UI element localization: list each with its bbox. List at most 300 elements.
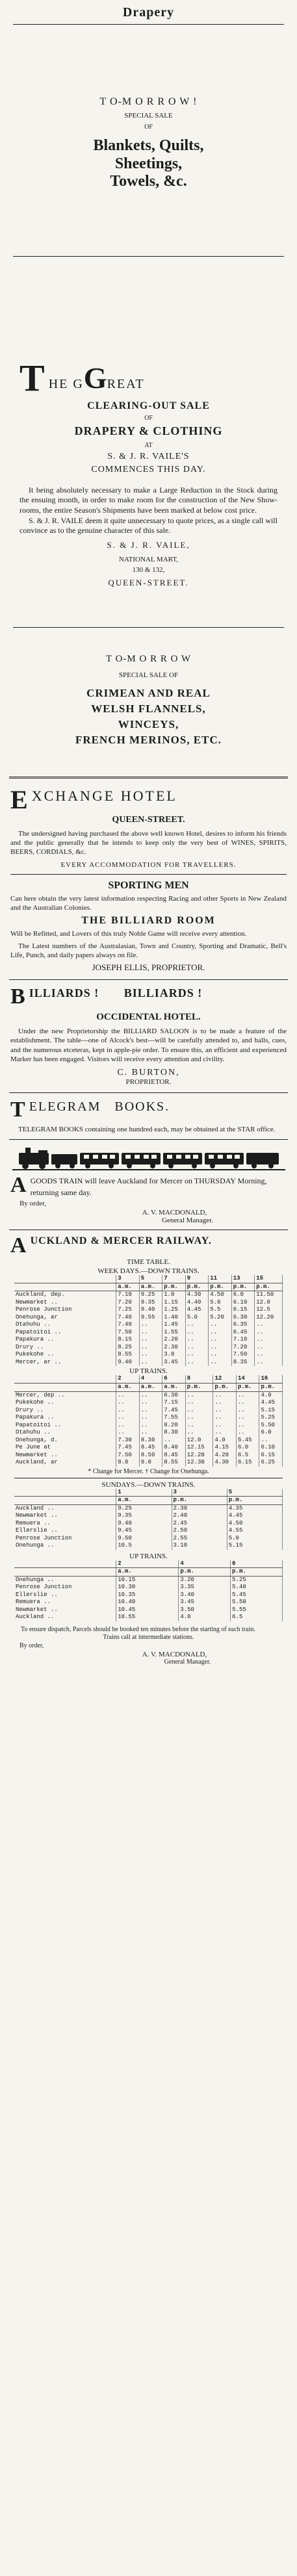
time-cell: .. bbox=[116, 1407, 140, 1415]
time-cell: 7.30 bbox=[116, 1437, 140, 1445]
time-cell: 9.40 bbox=[139, 1306, 162, 1314]
exchange-title: XCHANGE HOTEL bbox=[31, 787, 177, 804]
time-cell: 5.0 bbox=[227, 1535, 282, 1543]
table-row bbox=[14, 1576, 283, 1584]
time-cell: 5.25 bbox=[259, 1414, 283, 1422]
parcels-note: To ensure dispatch, Parcels should be booked ten minutes before the starting of each train. bbox=[21, 1625, 255, 1633]
time-cell: .. bbox=[162, 1437, 186, 1445]
station-cell: Drury .. bbox=[14, 1407, 116, 1415]
time-cell: a.m. bbox=[116, 1568, 179, 1577]
station-cell: Pukekohe .. bbox=[14, 1351, 116, 1359]
special-sale-of: SPECIAL SALE OF bbox=[118, 671, 179, 679]
time-cell: 4.0 bbox=[179, 1614, 231, 1621]
time-cell: 9.25 bbox=[116, 1504, 172, 1512]
time-cell: 12 bbox=[213, 1375, 237, 1383]
station-cell: Papakura .. bbox=[14, 1336, 116, 1344]
time-cell: a.m. bbox=[139, 1283, 162, 1291]
french-merinos: FRENCH MERINOS, ETC. bbox=[75, 733, 222, 746]
time-cell: 5.50 bbox=[259, 1422, 283, 1430]
time-cell: 2 bbox=[116, 1560, 179, 1568]
time-cell: p.m. bbox=[259, 1383, 283, 1391]
station-cell: Onehunga, d. bbox=[14, 1437, 116, 1445]
time-cell: 2.30 bbox=[162, 1344, 186, 1352]
station-cell: Onehunga .. bbox=[14, 1542, 116, 1550]
national-mart: NATIONAL MART, bbox=[119, 555, 178, 563]
time-table-label: TIME TABLE. bbox=[127, 1258, 170, 1267]
drop-cap-a-2: A bbox=[10, 1235, 27, 1256]
time-cell: .. bbox=[213, 1422, 237, 1430]
time-cell: 6.15 bbox=[236, 1459, 259, 1467]
table-row bbox=[14, 1399, 283, 1407]
time-cell: p.m. bbox=[172, 1497, 227, 1505]
table-row bbox=[14, 1314, 283, 1322]
vaile-signature: S. & J. R. VAILE, bbox=[107, 539, 190, 550]
table-row bbox=[14, 1452, 283, 1460]
time-cell: .. bbox=[255, 1344, 283, 1352]
station-cell bbox=[14, 1275, 116, 1283]
railway-ad bbox=[0, 1235, 297, 1666]
time-cell: a.m. bbox=[116, 1383, 140, 1391]
time-cell: .. bbox=[236, 1422, 259, 1430]
time-cell: 11.50 bbox=[255, 1291, 283, 1299]
station-cell bbox=[14, 1568, 116, 1577]
time-cell: .. bbox=[255, 1321, 283, 1329]
time-cell: 9.35 bbox=[116, 1512, 172, 1520]
commences-line: COMMENCES THIS DAY. bbox=[91, 464, 206, 474]
station-cell: Pe June at bbox=[14, 1444, 116, 1452]
drop-cap-e: E bbox=[10, 787, 28, 811]
time-cell: 1.25 bbox=[162, 1306, 186, 1314]
time-cell: 3.20 bbox=[179, 1576, 231, 1584]
station-cell: Drury .. bbox=[14, 1344, 116, 1352]
time-cell: 5 bbox=[227, 1489, 282, 1497]
station-cell: Auckland, dep. bbox=[14, 1291, 116, 1299]
table-row bbox=[14, 1591, 283, 1599]
time-cell: .. bbox=[236, 1407, 259, 1415]
goods-manager-role: General Manager. bbox=[162, 1217, 213, 1225]
time-cell: .. bbox=[139, 1429, 162, 1437]
time-cell: 12.20 bbox=[185, 1452, 213, 1460]
time-cell: .. bbox=[139, 1422, 162, 1430]
time-cell: .. bbox=[185, 1391, 213, 1399]
time-cell: p.m. bbox=[209, 1283, 232, 1291]
time-cell: 4.55 bbox=[227, 1527, 282, 1535]
table-row bbox=[14, 1291, 283, 1299]
station-cell: Auckland .. bbox=[14, 1614, 116, 1621]
time-cell: 2.40 bbox=[172, 1512, 227, 1520]
goods-by-order: By order, bbox=[19, 1200, 47, 1208]
time-cell: 6.5 bbox=[231, 1614, 283, 1621]
table-row bbox=[14, 1422, 283, 1430]
station-cell: Onehunga, ar bbox=[14, 1314, 116, 1322]
billiards-paragraph: Under the new Proprietorship the BILLIARD SALOON is to be made a feature of the establishment. The table—one of Alcock's best—will be carefully attended to, and balls, cues, and the numerous etceteras, kept in apple-pie order. To ensure this, an efficient and experienced Marker has been engaged. Visitors will receive every attention and civility. bbox=[10, 1027, 287, 1063]
train-number-row bbox=[14, 1489, 283, 1497]
time-cell: 13 bbox=[231, 1275, 255, 1283]
railway-by-order: By order, bbox=[19, 1642, 44, 1649]
time-cell: p.m. bbox=[213, 1383, 237, 1391]
time-cell: 6.0 bbox=[236, 1444, 259, 1452]
divider bbox=[9, 1139, 288, 1140]
time-cell: 6.15 bbox=[259, 1452, 283, 1460]
drop-cap-b: B bbox=[10, 986, 25, 1007]
time-cell: 6.0 bbox=[231, 1291, 255, 1299]
train-number-row bbox=[14, 1560, 283, 1568]
station-cell: Otahuhu .. bbox=[14, 1429, 116, 1437]
burton-name: C. BURTON, bbox=[117, 1068, 180, 1078]
time-cell: .. bbox=[139, 1407, 162, 1415]
station-cell bbox=[14, 1283, 116, 1291]
burton-role: PROPRIETOR. bbox=[125, 1078, 172, 1087]
timetable-footnote: * Change for Mercer. † Change for Onehunga. bbox=[88, 1467, 209, 1475]
sunday-up-timetable bbox=[14, 1560, 283, 1621]
time-cell: 6.0 bbox=[259, 1429, 283, 1437]
railway-title: UCKLAND & MERCER RAILWAY. bbox=[30, 1235, 212, 1247]
time-cell: 8.0 bbox=[116, 1459, 140, 1467]
time-cell: .. bbox=[116, 1399, 140, 1407]
time-cell: 3.0 bbox=[162, 1351, 186, 1359]
table-row bbox=[14, 1444, 283, 1452]
table-row bbox=[14, 1359, 283, 1367]
time-cell: .. bbox=[116, 1422, 140, 1430]
time-cell: .. bbox=[213, 1414, 237, 1422]
time-cell: .. bbox=[139, 1351, 162, 1359]
station-cell: Onehunga .. bbox=[14, 1576, 116, 1584]
station-cell: Papatoitoi .. bbox=[14, 1422, 116, 1430]
great-sale-ad bbox=[0, 257, 297, 588]
table-row bbox=[14, 1437, 283, 1445]
time-cell: 8.40 bbox=[162, 1444, 186, 1452]
of-label: OF bbox=[144, 123, 153, 131]
am-pm-row bbox=[14, 1383, 283, 1391]
time-cell: .. bbox=[185, 1399, 213, 1407]
time-cell: 12.30 bbox=[185, 1459, 213, 1467]
time-cell: 7.50 bbox=[231, 1351, 255, 1359]
time-cell: .. bbox=[185, 1329, 209, 1337]
time-cell: .. bbox=[209, 1344, 232, 1352]
time-cell: p.m. bbox=[227, 1497, 282, 1505]
time-cell: 1 bbox=[116, 1489, 172, 1497]
time-cell: .. bbox=[139, 1399, 162, 1407]
station-cell: Newmarket .. bbox=[14, 1606, 116, 1614]
station-cell bbox=[14, 1375, 116, 1383]
sheetings: Sheetings, bbox=[114, 155, 183, 172]
time-cell: 6.25 bbox=[259, 1459, 283, 1467]
up-trains-label: UP TRAINS. bbox=[129, 1367, 168, 1376]
section-divider bbox=[9, 777, 288, 779]
time-cell: .. bbox=[139, 1414, 162, 1422]
tomorrow-heading-2: T O-M O R R O W bbox=[105, 653, 192, 664]
time-cell: 6.35 bbox=[231, 1321, 255, 1329]
winceys: WINCEYS, bbox=[118, 717, 179, 730]
table-row bbox=[14, 1321, 283, 1329]
welsh-flannels: WELSH FLANNELS, bbox=[91, 702, 206, 715]
time-cell: p.m. bbox=[185, 1283, 209, 1291]
time-cell: 3.40 bbox=[179, 1591, 231, 1599]
great-paragraph-2: S. & J. R. VAILE deem it quite unnecessary to quote prices, as a single call will convince as to the genuine character of this sale. bbox=[19, 515, 278, 535]
telegram-title: ELEGRAM BOOKS. bbox=[29, 1100, 170, 1114]
telegram-books-ad bbox=[0, 1100, 297, 1134]
time-cell: .. bbox=[236, 1429, 259, 1437]
time-cell: .. bbox=[139, 1359, 162, 1367]
time-cell: 1.0 bbox=[162, 1291, 186, 1299]
time-cell: 3.10 bbox=[172, 1542, 227, 1550]
station-cell bbox=[14, 1383, 116, 1391]
table-row bbox=[14, 1329, 283, 1337]
time-cell: .. bbox=[213, 1429, 237, 1437]
divider bbox=[9, 979, 288, 980]
table-row bbox=[14, 1351, 283, 1359]
time-cell: .. bbox=[209, 1321, 232, 1329]
time-cell: .. bbox=[213, 1399, 237, 1407]
time-cell: 1.45 bbox=[162, 1321, 186, 1329]
time-cell: 12.15 bbox=[185, 1444, 213, 1452]
time-cell: a.m. bbox=[139, 1383, 162, 1391]
time-cell: 4.35 bbox=[227, 1504, 282, 1512]
time-cell: .. bbox=[139, 1391, 162, 1399]
time-cell: 7.20 bbox=[231, 1344, 255, 1352]
table-row bbox=[14, 1306, 283, 1314]
station-cell bbox=[14, 1489, 116, 1497]
table-row bbox=[14, 1391, 283, 1399]
time-cell: p.m. bbox=[185, 1383, 213, 1391]
great-title-g: G bbox=[83, 361, 107, 394]
towels: Towels, &c. bbox=[110, 173, 187, 190]
sporting-men-heading: SPORTING MEN bbox=[108, 879, 189, 891]
time-cell: 10.35 bbox=[116, 1591, 179, 1599]
time-cell: 5.50 bbox=[231, 1599, 283, 1606]
time-cell: 1.55 bbox=[162, 1329, 186, 1337]
table-row bbox=[14, 1606, 283, 1614]
time-cell: p.m. bbox=[255, 1283, 283, 1291]
queen-street: QUEEN-STREET. bbox=[108, 577, 189, 587]
time-cell: 9.45 bbox=[116, 1527, 172, 1535]
time-cell: 8.25 bbox=[116, 1344, 140, 1352]
time-cell: 8.55 bbox=[116, 1351, 140, 1359]
drop-cap-a: A bbox=[10, 1175, 27, 1198]
table-row bbox=[14, 1584, 283, 1591]
billiard-room-paragraph: Will be Refitted, and Lovers of this truly Noble Game will receive every attention. bbox=[10, 930, 247, 938]
crimean-line: CRIMEAN AND REAL bbox=[86, 686, 211, 699]
time-cell: .. bbox=[209, 1359, 232, 1367]
time-cell: 2 bbox=[116, 1375, 140, 1383]
time-cell: 4.0 bbox=[213, 1437, 237, 1445]
time-cell: 4.0 bbox=[259, 1391, 283, 1399]
latest-numbers-paragraph: The Latest numbers of the Australasian, Town and Country, Sporting and Dramatic, Bell's Life, Punch, and daily papers always on file. bbox=[10, 942, 287, 959]
table-row bbox=[14, 1299, 283, 1307]
time-cell: 5.5 bbox=[209, 1306, 232, 1314]
table-row bbox=[14, 1535, 283, 1543]
table-row bbox=[14, 1614, 283, 1621]
station-cell: Ellerslie .. bbox=[14, 1591, 116, 1599]
station-cell: Penrose Junction bbox=[14, 1535, 116, 1543]
time-cell: 4.45 bbox=[227, 1512, 282, 1520]
time-cell: .. bbox=[255, 1359, 283, 1367]
time-cell: 4.50 bbox=[209, 1291, 232, 1299]
time-cell: 12.20 bbox=[255, 1314, 283, 1322]
time-cell: 5.45 bbox=[236, 1437, 259, 1445]
time-cell: 3.50 bbox=[179, 1606, 231, 1614]
station-cell: Newmarket .. bbox=[14, 1512, 116, 1520]
station-cell bbox=[14, 1497, 116, 1505]
time-cell: 7.10 bbox=[116, 1291, 140, 1299]
time-cell: p.m. bbox=[231, 1568, 283, 1577]
time-cell: .. bbox=[255, 1329, 283, 1337]
time-cell: 5.40 bbox=[231, 1584, 283, 1591]
time-cell: .. bbox=[213, 1391, 237, 1399]
time-cell: 8.30 bbox=[162, 1429, 186, 1437]
time-cell: 9 bbox=[185, 1275, 209, 1283]
time-cell: .. bbox=[116, 1414, 140, 1422]
station-cell bbox=[14, 1560, 116, 1568]
time-cell: 5.15 bbox=[227, 1542, 282, 1550]
time-cell: 5 bbox=[139, 1275, 162, 1283]
time-cell: a.m. bbox=[116, 1497, 172, 1505]
time-cell: 5.20 bbox=[209, 1314, 232, 1322]
time-cell: 11 bbox=[209, 1275, 232, 1283]
time-cell: .. bbox=[236, 1414, 259, 1422]
time-cell: 4 bbox=[139, 1375, 162, 1383]
time-cell: 14 bbox=[236, 1375, 259, 1383]
time-cell: 12.0 bbox=[185, 1437, 213, 1445]
time-cell: .. bbox=[116, 1391, 140, 1399]
time-cell: 8 bbox=[185, 1375, 213, 1383]
time-cell: 3.35 bbox=[179, 1584, 231, 1591]
time-cell: .. bbox=[139, 1336, 162, 1344]
station-cell: Penrose Junction bbox=[14, 1306, 116, 1314]
time-cell: 2.50 bbox=[172, 1527, 227, 1535]
sporting-paragraph: Can here obtain the very latest information respecting Racing and other Sports in New Zealand and the Australian Colonies. bbox=[10, 894, 287, 912]
time-cell: 1.40 bbox=[162, 1314, 186, 1322]
time-cell: .. bbox=[185, 1414, 213, 1422]
time-cell: 6.10 bbox=[259, 1444, 283, 1452]
table-row bbox=[14, 1542, 283, 1550]
divider bbox=[10, 874, 287, 875]
table-row bbox=[14, 1599, 283, 1606]
time-cell: 12.5 bbox=[255, 1306, 283, 1314]
blankets-quilts: Blankets, Quilts, bbox=[93, 137, 204, 154]
clearing-out-line: CLEARING-OUT SALE bbox=[87, 400, 210, 411]
time-cell: 6.10 bbox=[231, 1299, 255, 1307]
time-cell: 6.5 bbox=[236, 1452, 259, 1460]
time-cell: p.m. bbox=[236, 1383, 259, 1391]
time-cell: 16 bbox=[259, 1375, 283, 1383]
time-cell: 9.25 bbox=[139, 1291, 162, 1299]
station-cell: Mercer, dep .. bbox=[14, 1391, 116, 1399]
train-engraving bbox=[12, 1145, 285, 1171]
time-cell: 5.45 bbox=[231, 1591, 283, 1599]
time-cell: 9.40 bbox=[116, 1359, 140, 1367]
time-cell: 3.45 bbox=[162, 1359, 186, 1367]
time-cell: 3 bbox=[172, 1489, 227, 1497]
time-cell: 3 bbox=[116, 1275, 140, 1283]
time-cell: a.m. bbox=[116, 1283, 140, 1291]
exchange-street: QUEEN-STREET. bbox=[112, 814, 185, 825]
time-cell: 10.15 bbox=[116, 1576, 179, 1584]
time-cell: p.m. bbox=[179, 1568, 231, 1577]
time-cell: 8.35 bbox=[231, 1359, 255, 1367]
time-cell: 7.40 bbox=[116, 1321, 140, 1329]
table-row bbox=[14, 1520, 283, 1528]
station-cell: Ellerslie .. bbox=[14, 1527, 116, 1535]
table-row bbox=[14, 1344, 283, 1352]
table-row bbox=[14, 1527, 283, 1535]
table-row bbox=[14, 1414, 283, 1422]
time-cell: 6 bbox=[162, 1375, 186, 1383]
time-cell: .. bbox=[209, 1336, 232, 1344]
time-cell: 7.50 bbox=[116, 1452, 140, 1460]
train-number-row bbox=[14, 1375, 283, 1383]
time-cell: 8.45 bbox=[139, 1444, 162, 1452]
billiards-title: ILLIARDS ! BILLIARDS ! bbox=[29, 986, 203, 1000]
great-paragraph-1: It being absolutely necessary to make a Large Reduction in the Stock during the ensuing month, in order to make room for the construction of the New Show-rooms, the entire Season's Shipments have been marked at below cost price. bbox=[19, 485, 278, 515]
time-cell: 5.0 bbox=[209, 1299, 232, 1307]
station-cell: Remuera .. bbox=[14, 1520, 116, 1528]
drop-cap-t: T bbox=[19, 360, 45, 395]
time-cell: 7.15 bbox=[162, 1399, 186, 1407]
am-pm-row bbox=[14, 1283, 283, 1291]
time-cell: .. bbox=[209, 1351, 232, 1359]
station-cell: Papakura .. bbox=[14, 1414, 116, 1422]
special-sale-label: SPECIAL SALE bbox=[124, 112, 173, 120]
time-cell: 7.40 bbox=[116, 1314, 140, 1322]
time-cell: 9.50 bbox=[116, 1535, 172, 1543]
time-cell: .. bbox=[185, 1344, 209, 1352]
time-cell: 5.25 bbox=[231, 1576, 283, 1584]
divider bbox=[9, 1092, 288, 1093]
train-number-row bbox=[14, 1275, 283, 1283]
time-cell: 8.20 bbox=[162, 1422, 186, 1430]
table-row bbox=[14, 1336, 283, 1344]
station-cell: Pukekohe .. bbox=[14, 1399, 116, 1407]
exchange-proprietor: JOSEPH ELLIS, PROPRIETOR. bbox=[92, 962, 205, 973]
time-cell: 8.15 bbox=[116, 1336, 140, 1344]
railway-manager-name: A. V. MACDONALD, bbox=[142, 1650, 207, 1658]
time-cell: 8.30 bbox=[139, 1437, 162, 1445]
sunday-down-timetable bbox=[14, 1489, 283, 1550]
time-cell: 4.50 bbox=[227, 1520, 282, 1528]
occidental-hotel: OCCIDENTAL HOTEL. bbox=[96, 1012, 201, 1023]
tomorrow-heading: T O-M O R R O W ! bbox=[99, 96, 198, 107]
billiard-room-heading: THE BILLIARD ROOM bbox=[81, 915, 216, 927]
time-cell: 8.55 bbox=[162, 1459, 186, 1467]
time-cell: .. bbox=[255, 1351, 283, 1359]
time-cell: 9.55 bbox=[139, 1314, 162, 1322]
time-cell: 5.15 bbox=[259, 1407, 283, 1415]
time-cell: 9.40 bbox=[116, 1520, 172, 1528]
time-cell: 6.15 bbox=[231, 1306, 255, 1314]
goods-train-ad bbox=[0, 1175, 297, 1224]
am-pm-row bbox=[14, 1497, 283, 1505]
sunday-up-label: UP TRAINS. bbox=[129, 1552, 168, 1560]
week-up-timetable bbox=[14, 1375, 283, 1466]
time-cell: 2.55 bbox=[172, 1535, 227, 1543]
goods-paragraph: GOODS TRAIN will leave Auckland for Mercer on THURSDAY Morning, returning same day. bbox=[30, 1176, 267, 1198]
time-cell: 4.45 bbox=[259, 1399, 283, 1407]
time-cell: a.m. bbox=[162, 1383, 186, 1391]
drapery-clothing-line: DRAPERY & CLOTHING bbox=[74, 424, 223, 437]
billiards-ad bbox=[0, 986, 297, 1086]
time-cell: .. bbox=[139, 1344, 162, 1352]
time-cell: 4.30 bbox=[213, 1459, 237, 1467]
time-cell: 7 bbox=[162, 1275, 186, 1283]
station-cell: Auckland .. bbox=[14, 1504, 116, 1512]
time-cell: 4.40 bbox=[185, 1299, 209, 1307]
time-cell: 12.0 bbox=[255, 1299, 283, 1307]
table-row bbox=[14, 1512, 283, 1520]
week-days-down-label: WEEK DAYS.—DOWN TRAINS. bbox=[97, 1267, 200, 1276]
time-cell: 6 bbox=[231, 1560, 283, 1568]
time-cell: 4.30 bbox=[185, 1291, 209, 1299]
